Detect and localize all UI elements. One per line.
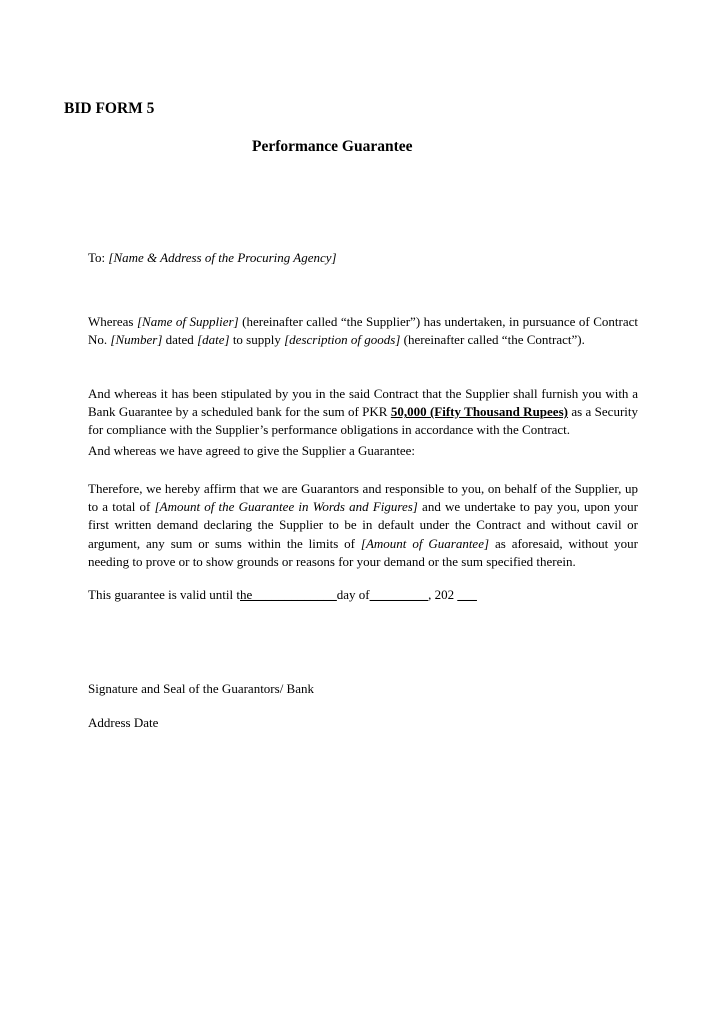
validity-text-3: , 202 (428, 587, 458, 602)
form-label: BID FORM 5 (64, 100, 155, 117)
whereas-paragraph (88, 313, 638, 349)
validity-text-1: This guarantee is valid until t (88, 587, 240, 602)
whereas-text-1: Whereas (88, 314, 137, 329)
date-placeholder: [date] (197, 332, 230, 348)
stipulated-text-1: And whereas it has been stipulated by you in the said Contract that the Supplier shall furnish you with a Bank Guarantee by a scheduled bank for the sum of PKR (88, 386, 638, 420)
amount-words-placeholder: [Amount of the Guarantee in Words and Figures] (154, 499, 418, 515)
whereas-text-5: (hereinafter called “the Contract”). (400, 332, 585, 348)
validity-text-2: day of (336, 587, 370, 602)
stipulated-paragraph (88, 385, 638, 440)
validity-month-blank: _________ (369, 587, 429, 602)
supplier-placeholder: [Name of Supplier] (136, 314, 239, 329)
to-prefix: To: (88, 250, 106, 265)
stipulated-text-2: as a Security for compliance with the Supplier’s performance obligations in accordance with the Contract. (88, 404, 639, 438)
therefore-text-2: and we undertake to pay you, upon your first written demand declaring the Supplier to be in default under the Contract and without cavil or argument, any sum or sums within the limits of (88, 499, 638, 551)
page-title: Performance Guarantee (252, 138, 413, 155)
validity-line (88, 587, 477, 603)
therefore-paragraph (88, 480, 638, 571)
agreed-paragraph: And whereas we have agreed to give the Supplier a Guarantee: (88, 443, 416, 458)
amount-limit-placeholder: [Amount of Guarantee] (360, 535, 490, 551)
addressee-line (88, 250, 337, 266)
whereas-text-4: to supply (229, 332, 285, 348)
signature-line: Signature and Seal of the Guarantors/ Bank (88, 681, 314, 696)
guarantee-amount: 50,000 (Fifty Thousand Rupees) (390, 404, 568, 420)
validity-day-blank: he_____________ (240, 587, 337, 602)
therefore-text-1: Therefore, we hereby affirm that we are Guarantors and responsible to you, on behalf of the Supplier, up to a total of (88, 481, 638, 515)
address-date-line: Address Date (88, 715, 159, 730)
contract-number-placeholder: [Number] (110, 332, 163, 348)
addressee-placeholder: [Name & Address of the Procuring Agency] (108, 250, 337, 265)
whereas-text-2: (hereinafter called “the Supplier”) has undertaken, in pursuance of Contract No. (88, 314, 638, 348)
whereas-text-3: dated (162, 332, 198, 348)
validity-year-blank: ___ (457, 587, 477, 602)
therefore-text-3: as aforesaid, without your needing to prove or to show grounds or reasons for your demand or the sum specified therein. (88, 535, 638, 569)
goods-placeholder: [description of goods] (284, 332, 401, 348)
